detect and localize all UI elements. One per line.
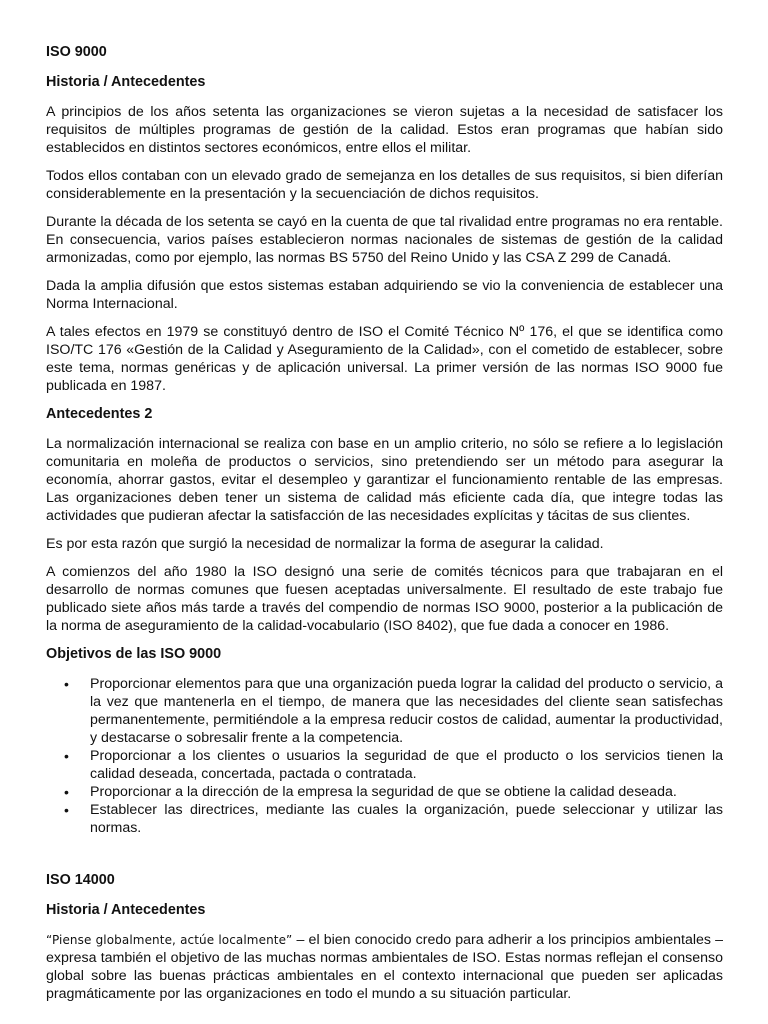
paragraph: Es por esta razón que surgió la necesidad de normalizar la forma de asegurar la calidad. [46,536,604,552]
paragraph: A principios de los años setenta las organizaciones se vieron sujetas a la necesidad de satisfacer los requisitos de múltiples programas de gestión de la calidad. Estos eran programas que habían sido establecidos en distintos sectores económicos, entre ellos el militar. [46,104,723,156]
section-subtitle-historia: Historia / Antecedentes [46,902,206,918]
paragraph: A comienzos del año 1980 la ISO designó una serie de comités técnicos para que trabajaran en el desarrollo de normas comunes que fuesen aceptadas universalmente. El resultado de este trabajo fue publicado siete años más tarde a través del compendio de normas ISO 9000, posterior a la publicación de la norma de aseguramiento de la calidad-vocabulario (ISO 8402), que fue dada a conocer en 1986. [46,564,723,634]
quote-text: “Piense globalmente, actúe localmente” [46,933,293,947]
paragraph: Durante la década de los setenta se cayó en la cuenta de que tal rivalidad entre programas no era rentable. En consecuencia, varios países establecieron normas nacionales de sistemas de gestión de la calidad armonizadas, como por ejemplo, las normas BS 5750 del Reino Unido y las CSA Z 299 de Canadá. [46,214,723,266]
section-title-antecedentes-2: Antecedentes 2 [46,406,153,422]
section-spacer [46,847,723,871]
list-item [46,675,723,747]
paragraph: Dada la amplia difusión que estos sistemas estaban adquiriendo se vio la conveniencia de establecer una Norma Internacional. [46,278,723,312]
paragraph: La normalización internacional se realiza con base en un amplio criterio, no sólo se refiere a lo legislación comunitaria en moleña de productos o servicios, sino pretendiendo ser un método para asegurar la economía, ahorrar gastos, evitar el desempleo y garantizar el funcionamiento rentable de las empresas. Las organizaciones deben tener un sistema de calidad más eficiente cada día, que integre todas las actividades que pudieran afectar la satisfacción de las necesidades explícitas y tácitas de sus clientes. [46,436,723,524]
bullet-icon: • [64,748,69,764]
paragraph: A tales efectos en 1979 se constituyó dentro de ISO el Comité Técnico Nº 176, el que se identifica como ISO/TC 176 «Gestión de la Calidad y Aseguramiento de la Calidad», con el cometido de establecer, sobre este tema, normas genéricas y de aplicación universal. La primer versión de las normas ISO 9000 fue publicada en 1987. [46,324,723,394]
section-title-iso-14000: ISO 14000 [46,872,115,888]
bullet-icon: • [64,676,69,692]
list-item-text: Proporcionar a la dirección de la empresa la seguridad de que se obtiene la calidad deseada. [90,784,677,800]
paragraph: Todos ellos contaban con un elevado grado de semejanza en los detalles de sus requisitos, si bien diferían considerablemente en la presentación y la secuenciación de dichos requisitos. [46,168,723,202]
list-item [46,783,723,801]
list-item [46,747,723,783]
bullet-icon: • [64,784,69,800]
section-title-iso-9000: ISO 9000 [46,44,107,60]
section-subtitle-historia: Historia / Antecedentes [46,74,206,90]
objetivos-list [46,675,723,837]
bullet-icon: • [64,802,69,818]
list-item-text: Proporcionar elementos para que una organización pueda lograr la calidad del producto o servicio, a la vez que mantenerla en el tiempo, de manera que las necesidades del cliente sean satisfechas permanentemente, permitiéndole a la empresa reducir costos de calidad, aumentar la productividad, y destacarse o sobresalir frente a la competencia. [90,676,723,746]
paragraph [46,931,723,1003]
list-item-text: Establecer las directrices, mediante las cuales la organización, puede seleccionar y utilizar las normas. [90,802,723,836]
section-title-objetivos: Objetivos de las ISO 9000 [46,646,222,662]
list-item [46,801,723,837]
paragraph-text: – el bien conocido credo para adherir a los principios ambientales – expresa también el objetivo de las muchas normas ambientales de ISO. Estas normas reflejan el consenso global sobre las buenas prácticas ambientales en el contexto internacional que pueden ser aplicadas pragmáticamente por las organizaciones en todo el mundo a su situación particular. [46,932,723,1002]
document-content [46,43,723,1013]
list-item-text: Proporcionar a los clientes o usuarios la seguridad de que el producto o los servicios tienen la calidad deseada, concertada, pactada o contratada. [90,748,723,782]
